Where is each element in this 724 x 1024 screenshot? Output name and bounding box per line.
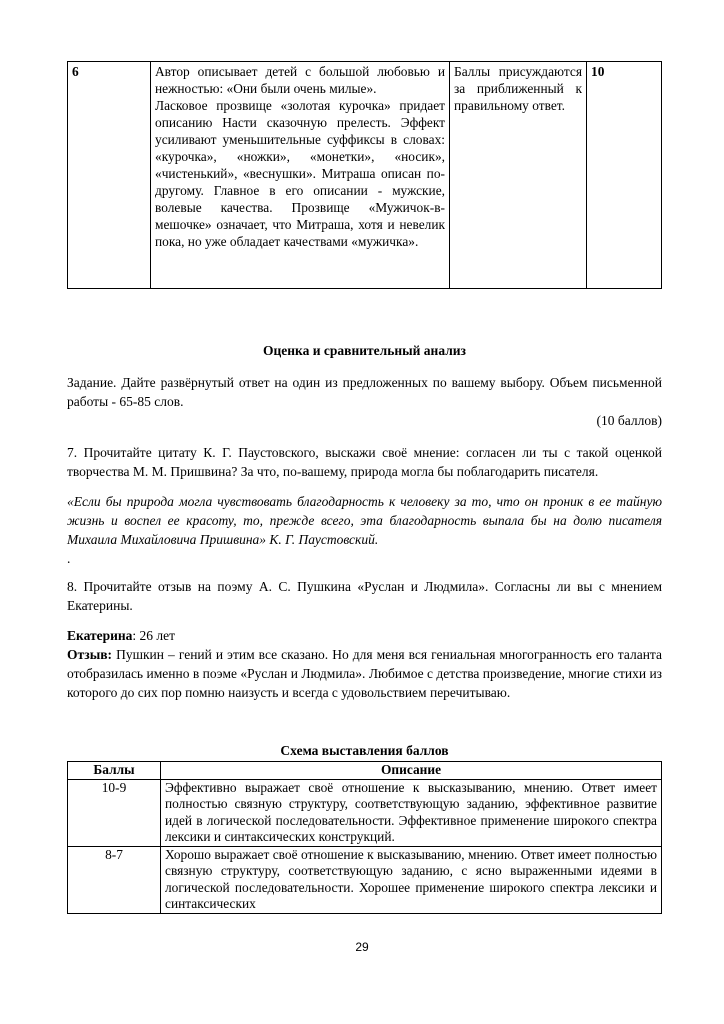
description-cell: Хорошо выражает своё отношение к высказыванию, мнению. Ответ имеет полностью связную структуру, соответствующую заданию, с ясно выраженными идеями в логической последовательности. Хорошее применение широкого спектра лексики и синтаксических [161,846,662,913]
question-8 [67,577,662,615]
table-header-row [68,762,662,780]
answer-line: Ласковое прозвище «золотая курочка» придает описанию Насти сказочную прелесть. Эффект усиливают уменьшительные суффиксы в словах: «курочка», «ножки», «монетки», «носик», «чистенький», «веснушки». Митраша описан по-другому. Главное в его описании - мужские, волевые качества. Прозвище «Мужичок-в-мешочке» означает, что Митраша, хотя и невелик пока, но уже обладает качествами «мужичка». [155,98,445,249]
review-block [67,626,662,702]
reviewer-name: Екатерина [67,628,133,643]
page-number: 29 [355,940,369,954]
table-row [68,779,662,846]
scheme-title: Схема выставления баллов [280,743,449,758]
question-7 [67,443,662,481]
scoring-table [67,761,662,914]
header-description: Описание [161,762,662,780]
table-row [68,846,662,913]
review-label: Отзыв: [67,647,113,662]
task-text: Задание. Дайте развёрнутый ответ на один из предложенных по вашему выбору. Объем письменной работы - 65-85 слов. [67,375,662,409]
task-points: (10 баллов) [596,413,662,428]
question-8-text: 8. Прочитайте отзыв на поэму А. С. Пушкина «Руслан и Людмила». Согласны ли вы с мнением Екатерины. [67,579,662,613]
answer-line: Автор описывает детей с большой любовью и нежностью: «Они были очень милые». [155,64,445,96]
question-7-text: 7. Прочитайте цитату К. Г. Паустовского, выскажи своё мнение: согласен ли ты с такой оценкой творчества М. М. Пришвина? За что, по-вашему, природа могла бы поблагодарить писателя. [67,445,662,479]
quote-block [67,492,662,568]
quote-text: «Если бы природа могла чувствовать благодарность к человеку за то, что он проник в ее тайную жизнь и воспел ее красоту, то, прежде всего, эта благодарность выпала бы на долю писателя Михаила Михайловича Пришвина» К. Г. Паустовский. [67,494,662,547]
dot: . [67,551,71,566]
score-cell: 8-7 [68,846,161,913]
section-title: Оценка и сравнительный анализ [263,343,466,358]
answer-text [151,62,450,289]
answer-table [67,61,662,289]
description-cell: Эффективно выражает своё отношение к высказыванию, мнению. Ответ имеет полностью связную структуру, соответствующую заданию, эффективное развитие идей в логической последовательности. Эффективное применение широкого спектра лексики и синтаксических конструкций. [161,779,662,846]
criteria-text: Баллы присуждаются за приближенный к правильному ответ. [450,62,587,289]
reviewer-age: : 26 лет [132,628,176,643]
header-score: Баллы [68,762,161,780]
score-cell: 10-9 [68,779,161,846]
points-cell: 10 [587,62,662,289]
task-block [67,373,662,430]
table-row [68,62,662,289]
task-number: 6 [68,62,151,289]
review-text: Пушкин – гений и этим все сказано. Но для меня вся гениальная многогранность его таланта отобразилась именно в поэме «Руслан и Людмила». Любимое с детства произведение, многие стихи из которого до сих пор помню наизусть и всегда с удовольствием перечитываю. [67,647,662,700]
